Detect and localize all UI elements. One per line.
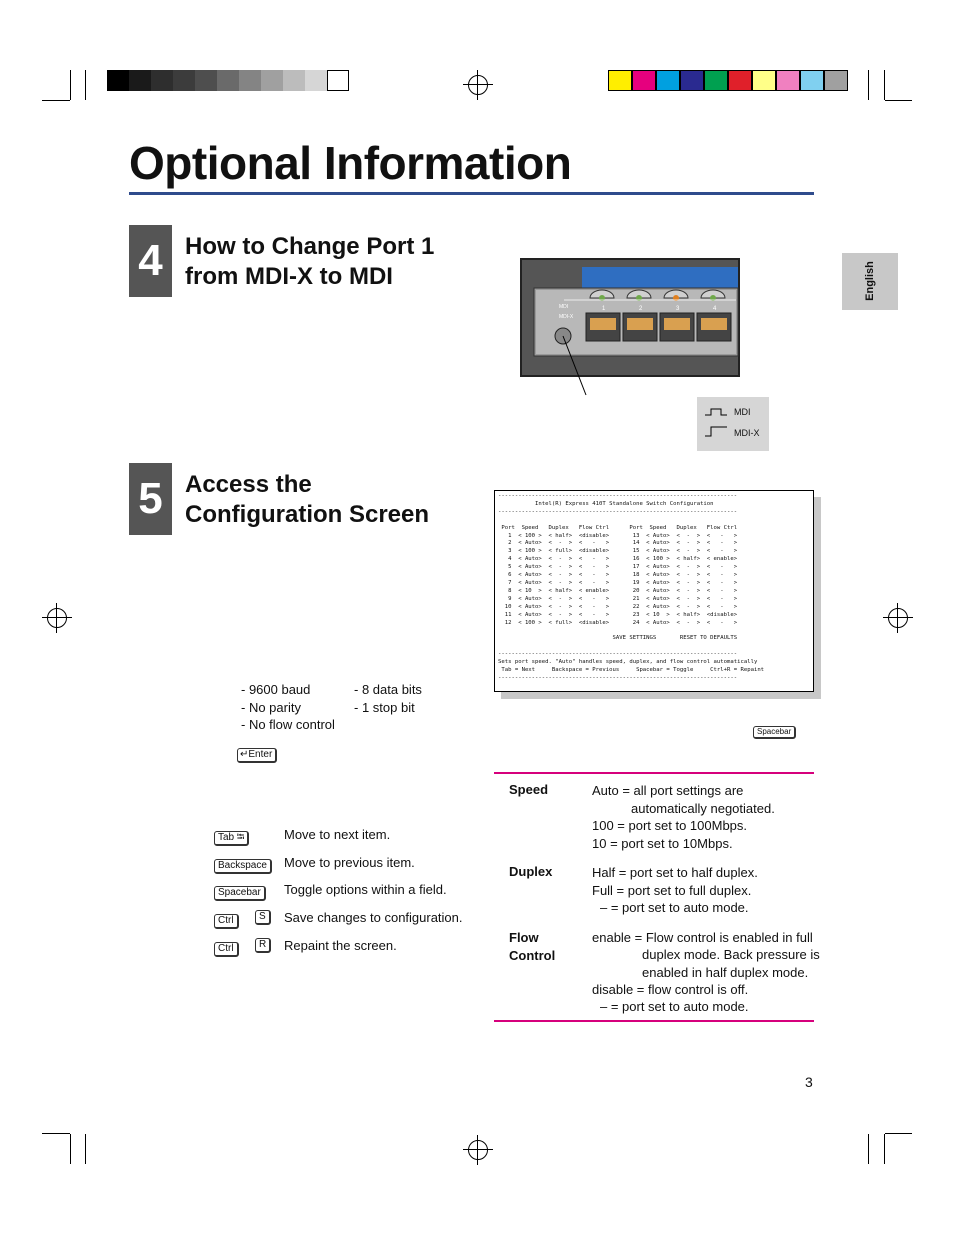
crop-mark bbox=[42, 100, 70, 101]
key-description: Move to next item. bbox=[284, 827, 391, 842]
step-4-title-line2: from MDI-X to MDI bbox=[185, 263, 393, 290]
process-swatch bbox=[656, 70, 680, 91]
key-description: Save changes to configuration. bbox=[284, 910, 463, 926]
duplex-desc bbox=[592, 864, 758, 917]
page-title: Optional Information bbox=[129, 137, 572, 189]
speed-line: 100 = port set to 100Mbps. bbox=[592, 818, 748, 833]
flow-control-label bbox=[509, 929, 555, 964]
svg-text:1: 1 bbox=[602, 306, 606, 312]
step-4-title bbox=[185, 232, 434, 292]
table-bottom-rule bbox=[494, 1020, 814, 1022]
speed-desc bbox=[592, 782, 775, 852]
process-swatch bbox=[632, 70, 656, 91]
speed-line: 10 = port set to 10Mbps. bbox=[592, 835, 733, 851]
enter-key-label: Enter bbox=[248, 749, 273, 760]
flow-line: enabled in half duplex mode. bbox=[642, 964, 809, 980]
mdi-legend bbox=[697, 397, 769, 451]
gray-swatch bbox=[129, 70, 151, 91]
setting-flow-control: - No flow control bbox=[241, 717, 335, 732]
duplex-line: Half = port set to half duplex. bbox=[592, 865, 758, 880]
page-number: 3 bbox=[805, 1074, 813, 1090]
table-top-rule bbox=[494, 772, 814, 774]
crop-mark bbox=[42, 1133, 70, 1134]
terminal-text: ----------------------------------------------------------------------- Intel(R) Express 410T Standalone Switch Configuration ----------------------------------------------------------------------- Port Speed Duplex Flow Ctrl Port Speed Duplex Flow Ctrl 1 < 100 > < half> <disable> 13 < Auto> < - > < - > 2 < Auto> < - > < - > 14 < Auto> < - > < - > 3 < 100 > < full> <disable> 15 < Auto> < - > < - > 4 < Auto> < - > < - > 16 < 100 > < half> < enable> 5 < Auto> < - > < - > 17 < Auto> < - > < - > 6 < Auto> < - > < - > 18 < Auto> < - > < - > 7 < Auto> < - > < - > 19 < Auto> < - > < - > 8 < 10 > < half> < enable> 20 < Auto> < - > < - > 9 < Auto> < - > < - > 21 < Auto> < - > < - > 10 < Auto> < - > < - > 22 < Auto> < - > < - > 11 < Auto> < - > < - > 23 < 10 > < half> <disable> 12 < 100 > < full> <disable> 24 < Auto> < - > < - > SAVE SETTINGS RESET TO DEFAULTS ----------------------------------------------------------------------- Sets port speed. "Auto" handles speed, duplex, and flow control automatically Tab = Next Backspace = Previous Spacebar = Toggle Ctrl+R = Repaint ----------------------------------------------------------------------- bbox=[498, 493, 765, 681]
legend-mdix-label: MDI-X bbox=[734, 428, 760, 438]
key-description: Repaint the screen. bbox=[284, 937, 397, 953]
mdi-symbol-icon bbox=[705, 406, 727, 440]
crop-mark bbox=[70, 70, 71, 100]
setting-stop-bit: - 1 stop bit bbox=[354, 699, 415, 715]
process-swatch bbox=[752, 70, 776, 91]
step-4-title-line1: How to Change Port 1 bbox=[185, 233, 435, 260]
settings-col2 bbox=[354, 681, 422, 716]
registration-mark-icon bbox=[888, 608, 908, 628]
crop-mark bbox=[868, 1134, 869, 1164]
flow-label-line: Control bbox=[509, 947, 556, 963]
process-swatch bbox=[824, 70, 848, 91]
step-5-title bbox=[185, 470, 429, 530]
gray-swatch bbox=[173, 70, 195, 91]
key-cap: S bbox=[255, 910, 271, 925]
flow-line: enable = Flow control is enabled in full bbox=[592, 930, 813, 945]
registration-mark-icon bbox=[47, 608, 67, 628]
crop-mark bbox=[85, 70, 86, 100]
step-5-title-line2: Configuration Screen bbox=[185, 501, 430, 528]
switch-mdix-label: MDI-X bbox=[559, 314, 574, 320]
crop-mark bbox=[885, 100, 912, 101]
gray-swatch bbox=[195, 70, 217, 91]
gray-swatch bbox=[151, 70, 173, 91]
gray-swatch bbox=[107, 70, 129, 91]
key-cap: Ctrl bbox=[214, 914, 239, 929]
key-cap: Spacebar bbox=[214, 886, 266, 901]
settings-col1 bbox=[241, 681, 335, 734]
configuration-screen bbox=[494, 490, 814, 692]
flow-line: disable = flow control is off. bbox=[592, 981, 749, 997]
language-tab bbox=[842, 253, 898, 310]
crop-mark bbox=[868, 70, 869, 100]
key-row bbox=[214, 854, 415, 874]
flow-line: – = port set to auto mode. bbox=[600, 999, 749, 1015]
flow-control-desc bbox=[592, 929, 820, 1015]
crop-mark bbox=[85, 1134, 86, 1164]
key-row bbox=[214, 937, 397, 957]
setting-parity: - No parity bbox=[241, 699, 301, 715]
step-5-title-line1: Access the bbox=[185, 471, 312, 498]
setting-baud: - 9600 baud bbox=[241, 682, 311, 697]
crop-mark bbox=[884, 70, 885, 100]
flow-line: duplex mode. Back pressure is bbox=[642, 947, 820, 963]
registration-mark-icon bbox=[468, 75, 488, 95]
gray-swatch bbox=[239, 70, 261, 91]
switch-mdi-label: MDI bbox=[559, 304, 569, 310]
crop-mark bbox=[885, 1133, 912, 1134]
switch-port-illustration bbox=[520, 258, 740, 398]
process-swatch bbox=[728, 70, 752, 91]
key-description: Move to previous item. bbox=[284, 854, 415, 870]
enter-arrow-icon: ↵ bbox=[240, 749, 249, 760]
gray-swatch bbox=[261, 70, 283, 91]
key-cap: Ctrl bbox=[214, 942, 239, 957]
step-number-5: 5 bbox=[129, 463, 172, 535]
key-cap: Backspace bbox=[214, 859, 272, 874]
speed-line: Auto = all port settings are bbox=[592, 783, 744, 798]
key-description: Toggle options within a field. bbox=[284, 882, 447, 898]
spacebar-key-label: Spacebar bbox=[753, 726, 796, 739]
enter-key bbox=[237, 744, 277, 763]
key-cap: Tab ⭾ bbox=[214, 831, 249, 846]
flow-label-line: Flow bbox=[509, 930, 539, 945]
legend-mdi-label: MDI bbox=[734, 407, 751, 417]
svg-text:2: 2 bbox=[639, 306, 643, 312]
registration-mark-icon bbox=[468, 1140, 488, 1160]
crop-mark bbox=[70, 1134, 71, 1164]
speed-line: automatically negotiated. bbox=[631, 800, 775, 816]
language-tab-label: English bbox=[864, 261, 876, 301]
gray-swatch bbox=[305, 70, 327, 91]
speed-label: Speed bbox=[509, 782, 549, 797]
spacebar-key bbox=[753, 721, 796, 739]
svg-text:3: 3 bbox=[676, 306, 680, 312]
duplex-line: – = port set to auto mode. bbox=[600, 900, 749, 915]
process-swatch bbox=[800, 70, 824, 91]
gray-swatch bbox=[217, 70, 239, 91]
key-row bbox=[214, 827, 391, 846]
process-swatch bbox=[776, 70, 800, 91]
process-swatch bbox=[680, 70, 704, 91]
process-swatch bbox=[704, 70, 728, 91]
gray-swatch bbox=[283, 70, 305, 91]
gray-swatch bbox=[327, 70, 349, 91]
step-number-4: 4 bbox=[129, 225, 172, 297]
key-row bbox=[214, 882, 447, 901]
duplex-line: Full = port set to full duplex. bbox=[592, 882, 752, 898]
setting-data-bits: - 8 data bits bbox=[354, 682, 422, 697]
duplex-label: Duplex bbox=[509, 864, 553, 879]
key-row bbox=[214, 910, 463, 929]
title-rule bbox=[129, 192, 814, 195]
svg-text:4: 4 bbox=[713, 306, 717, 312]
key-cap: R bbox=[255, 938, 271, 953]
crop-mark bbox=[884, 1134, 885, 1164]
process-swatch bbox=[608, 70, 632, 91]
